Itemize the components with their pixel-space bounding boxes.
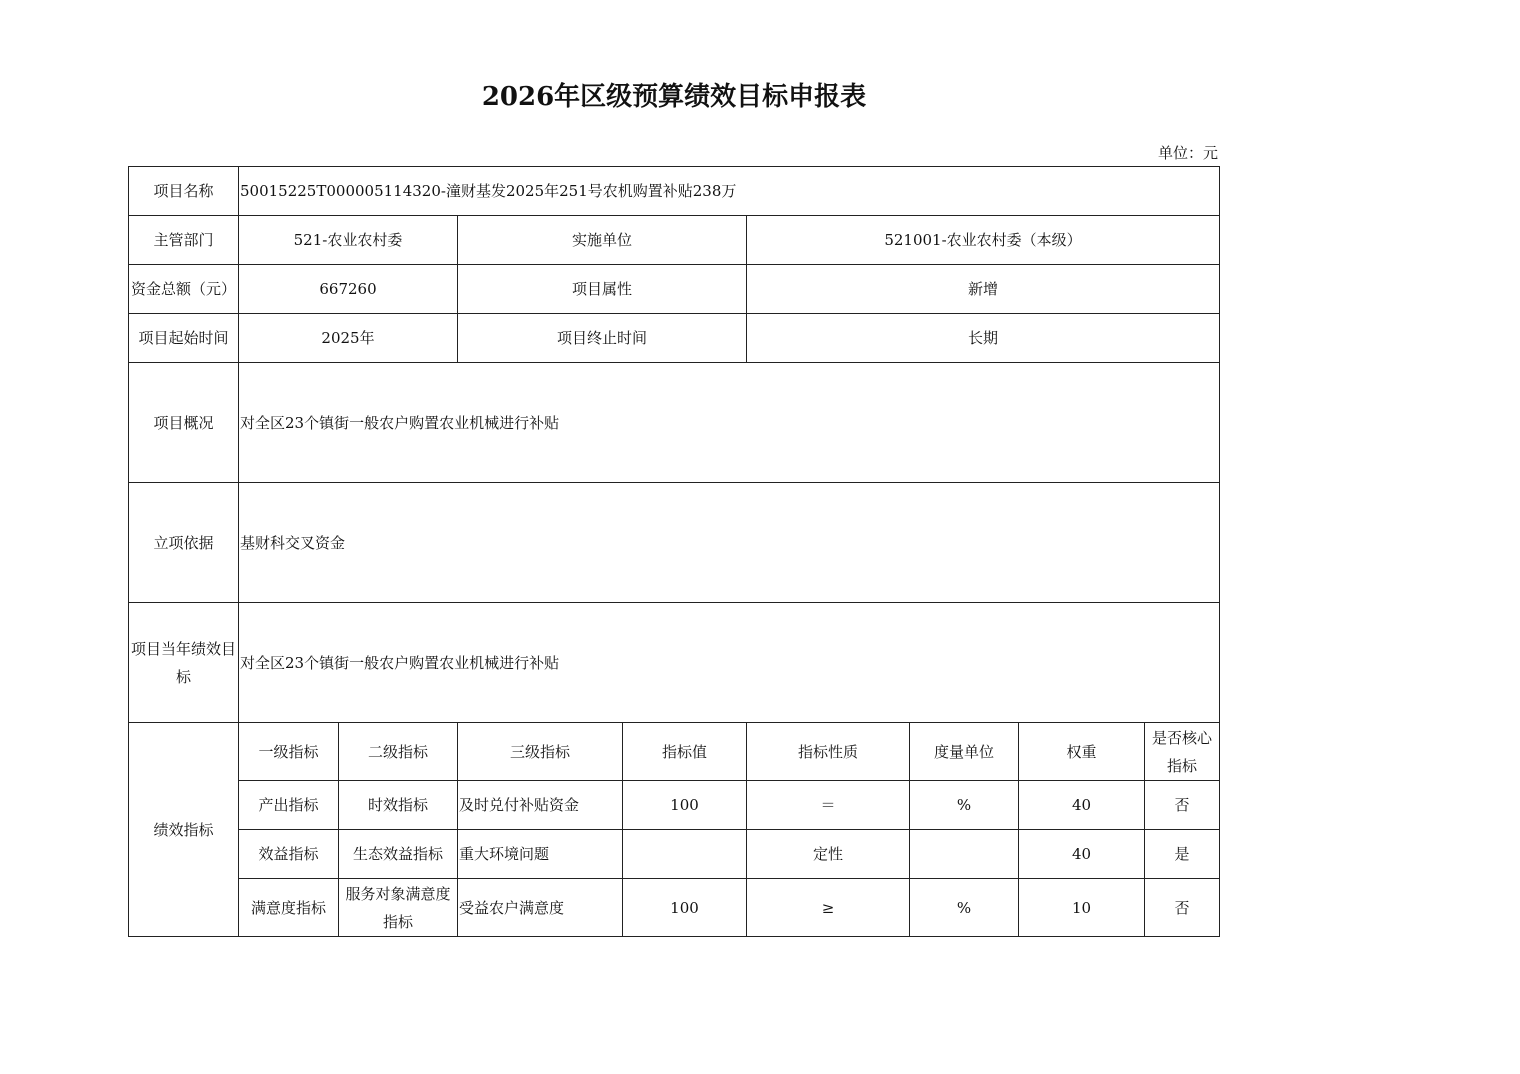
indicator-cell: 100: [623, 781, 747, 830]
indicator-row: [129, 879, 1220, 937]
indicator-cell: %: [910, 879, 1019, 937]
start-value: 2025年: [239, 314, 458, 363]
indicator-cell: 10: [1019, 879, 1145, 937]
header-cell: 权重: [1019, 723, 1145, 781]
indicator-cell: ＝: [747, 781, 910, 830]
header-cell: 是否核心指标: [1145, 723, 1220, 781]
time-row: [129, 314, 1220, 363]
header-cell: 三级指标: [458, 723, 623, 781]
header-cell: 指标性质: [747, 723, 910, 781]
overview-value: 对全区23个镇街一般农户购置农业机械进行补贴: [239, 363, 1220, 483]
indicator-cell: 效益指标: [239, 830, 339, 879]
header-cell: 度量单位: [910, 723, 1019, 781]
unit-label: 单位：元: [1157, 144, 1218, 162]
dept-value: 521-农业农村委: [239, 216, 458, 265]
indicator-cell: %: [910, 781, 1019, 830]
goal-row: [129, 603, 1220, 723]
indicator-cell: 受益农户满意度: [458, 879, 623, 937]
goal-label: 项目当年绩效目标: [129, 603, 239, 723]
basis-row: [129, 483, 1220, 603]
indicator-cell: 生态效益指标: [339, 830, 458, 879]
goal-value: 对全区23个镇街一般农户购置农业机械进行补贴: [239, 603, 1220, 723]
indicator-cell: 40: [1019, 830, 1145, 879]
indicator-header-row: [129, 723, 1220, 781]
attr-label: 项目属性: [458, 265, 747, 314]
performance-target-table: [128, 166, 1220, 937]
end-label: 项目终止时间: [458, 314, 747, 363]
header-cell: 一级指标: [239, 723, 339, 781]
funds-row: [129, 265, 1220, 314]
dept-label: 主管部门: [129, 216, 239, 265]
indicator-cell: 否: [1145, 781, 1220, 830]
overview-label: 项目概况: [129, 363, 239, 483]
indicator-cell: ≥: [747, 879, 910, 937]
header-cell: 指标值: [623, 723, 747, 781]
indicator-cell: 及时兑付补贴资金: [458, 781, 623, 830]
basis-value: 基财科交叉资金: [239, 483, 1220, 603]
impl-value: 521001-农业农村委（本级）: [747, 216, 1220, 265]
project-name-label: 项目名称: [129, 167, 239, 216]
indicator-cell: 时效指标: [339, 781, 458, 830]
indicator-cell: 定性: [747, 830, 910, 879]
indicator-cell: 否: [1145, 879, 1220, 937]
indicator-cell: [910, 830, 1019, 879]
indicator-cell: 40: [1019, 781, 1145, 830]
indicator-cell: 服务对象满意度指标: [339, 879, 458, 937]
attr-value: 新增: [747, 265, 1220, 314]
indicator-cell: 产出指标: [239, 781, 339, 830]
page-title: 2026年区级预算绩效目标申报表: [481, 82, 867, 112]
start-label: 项目起始时间: [129, 314, 239, 363]
funds-label: 资金总额（元）: [129, 265, 239, 314]
project-name-value: 50015225T000005114320-潼财基发2025年251号农机购置补贴238万: [239, 167, 1220, 216]
header-cell: 二级指标: [339, 723, 458, 781]
impl-label: 实施单位: [458, 216, 747, 265]
project-name-row: [129, 167, 1220, 216]
indicator-cell: 是: [1145, 830, 1220, 879]
indicators-section-label: 绩效指标: [129, 723, 239, 937]
overview-row: [129, 363, 1220, 483]
indicator-cell: [623, 830, 747, 879]
dept-row: [129, 216, 1220, 265]
indicator-cell: 重大环境问题: [458, 830, 623, 879]
basis-label: 立项依据: [129, 483, 239, 603]
indicator-row: [129, 781, 1220, 830]
indicator-cell: 100: [623, 879, 747, 937]
indicator-row: [129, 830, 1220, 879]
indicator-cell: 满意度指标: [239, 879, 339, 937]
funds-value: 667260: [239, 265, 458, 314]
end-value: 长期: [747, 314, 1220, 363]
